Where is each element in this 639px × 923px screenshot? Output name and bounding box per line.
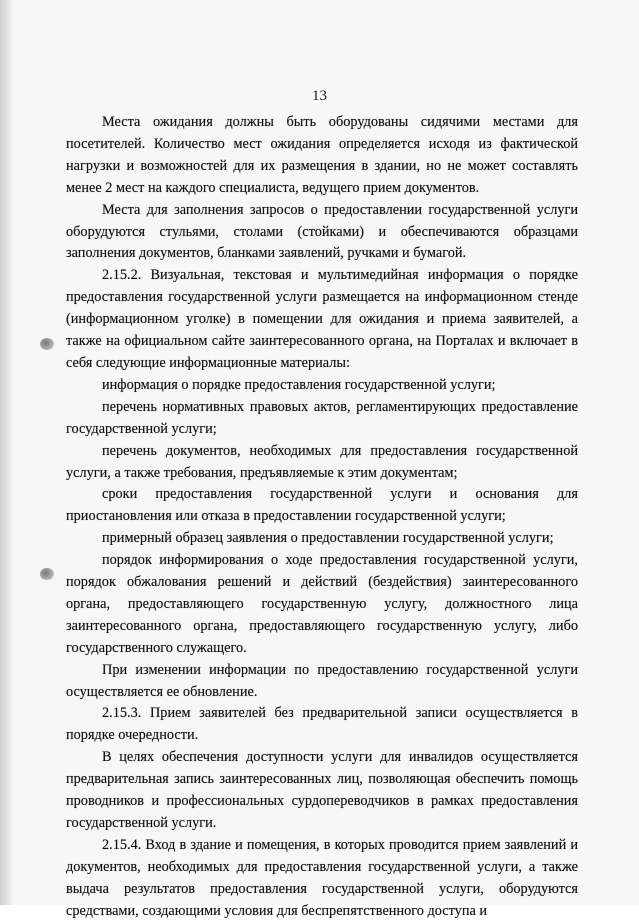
list-item: сроки предоставления государственной услуги и основания для приостановления или отказа в предоставлении государственной услуги; [66,486,578,525]
paragraph-disability-access: В целях обеспечения доступности услуги для инвалидов осуществляется предварительная запись заинтересованных лиц, позволяющая обеспечить помощь проводников и профессиональных сурдопереводчиков в рамках предоставления государственной услуги. [66,749,578,831]
paragraph-waiting-places: Места ожидания должны быть оборудованы сидячими местами для посетителей. Количество мест ожидания определяется исходя из фактической нагрузки и возможностей для их размещения в здании, но не может составлять менее 2 мест на каждого специалиста, ведущего прием документов. [66,114,578,196]
paragraph-2-15-2: 2.15.2. Визуальная, текстовая и мультимедийная информация о порядке предоставления государственной услуги размещается на информационном стенде (информационном уголке) в помещении для ожидания и приема заявителей, а также на официальном сайте заинтересованного органа, на Порталах и включает в себя следующие информационные материалы: [66,267,578,371]
document-body [66,112,578,923]
scan-shadow-edge [0,0,14,905]
punch-hole-icon [40,338,54,350]
paragraph-info-update: При изменении информации по предоставлению государственной услуги осуществляется ее обновление. [66,661,578,700]
paragraph-2-15-3: 2.15.3. Прием заявителей без предварительной записи осуществляется в порядке очередности. [66,705,578,744]
list-item: перечень документов, необходимых для предоставления государственной услуги, а также требования, предъявляемые к этим документам; [66,442,578,481]
list-item: перечень нормативных правовых актов, регламентирующих предоставление государственной услуги; [66,398,578,437]
page-number: 13 [312,88,327,104]
paragraph-request-filling-places: Места для заполнения запросов о предоставлении государственной услуги оборудуются стульями, столами (стойками) и обеспечиваются образцами заполнения документов, бланками заявлений, ручками и бумагой. [66,201,578,262]
punch-hole-icon [40,568,54,580]
list-item: порядок информирования о ходе предоставления государственной услуги, порядок обжалования решений и действий (бездействия) заинтересованного органа, предоставляющего государственную услугу, должностного лица заинтересованного органа, предоставляющего государственную услугу, либо государственного служащего. [66,552,578,656]
list-item: информация о порядке предоставления государственной услуги; [102,376,496,393]
list-item: примерный образец заявления о предоставлении государственной услуги; [102,530,554,547]
paragraph-2-15-4: 2.15.4. Вход в здание и помещения, в которых проводится прием заявлений и документов, необходимых для предоставления государственной услуги, а также выдача результатов предоставления государственной услуги, оборудуются средствами, создающими условия для беспрепятственного доступа и [66,836,578,919]
